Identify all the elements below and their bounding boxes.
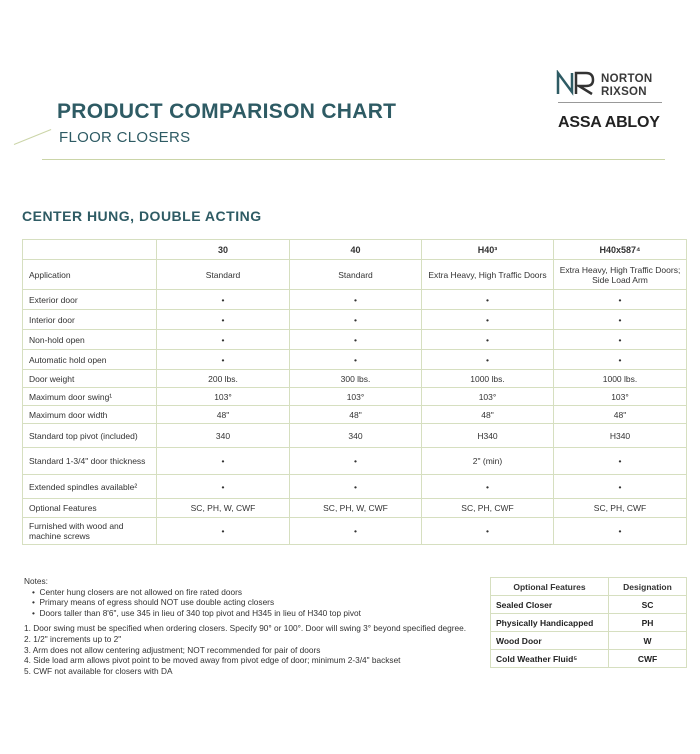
cell-value: 340 (290, 424, 422, 448)
table-row (23, 388, 687, 406)
cell-value: 2" (min) (422, 448, 554, 475)
row-label: Automatic hold open (23, 350, 157, 370)
cell-value: • (422, 310, 554, 330)
cell-value: • (290, 330, 422, 350)
cell-value: Extra Heavy, High Traffic Doors (422, 260, 554, 290)
cell-value: Standard (157, 260, 290, 290)
row-label: Furnished with wood and machine screws (23, 518, 157, 545)
cell-value: • (554, 330, 687, 350)
option-code: W (609, 632, 687, 650)
option-code: CWF (609, 650, 687, 668)
cell-value: • (157, 518, 290, 545)
notes-heading: Notes: (24, 576, 48, 586)
cell-value: SC, PH, W, CWF (290, 499, 422, 518)
column-header: 30 (157, 240, 290, 260)
optional-features-table (490, 577, 687, 668)
cell-value: 300 lbs. (290, 370, 422, 388)
assa-abloy-brand: ASSA ABLOY (558, 114, 660, 131)
row-label: Standard 1-3/4" door thickness (23, 448, 157, 475)
logo-wordmark (601, 73, 652, 99)
option-feature: Wood Door (491, 632, 609, 650)
options-header: Designation (609, 578, 687, 596)
notes-section (24, 576, 494, 676)
table-row (23, 518, 687, 545)
cell-value: • (422, 290, 554, 310)
note-bullet: • Doors taller than 8'6", use 345 in lieu of 340 top pivot and H345 in lieu of H340 top pivot (32, 607, 361, 618)
cell-value: • (157, 330, 290, 350)
cell-value: • (290, 310, 422, 330)
cell-value: 103° (157, 388, 290, 406)
row-label: Standard top pivot (included) (23, 424, 157, 448)
options-row (491, 650, 687, 668)
comparison-table (22, 239, 687, 545)
section-title: CENTER HUNG, DOUBLE ACTING (22, 208, 262, 224)
options-row (491, 596, 687, 614)
option-code: SC (609, 596, 687, 614)
note-numbered: 5. CWF not available for closers with DA (24, 665, 173, 676)
cell-value: 1000 lbs. (554, 370, 687, 388)
note-bullet: • Center hung closers are not allowed on fire rated doors (32, 586, 242, 597)
row-label: Application (23, 260, 157, 290)
column-header: 40 (290, 240, 422, 260)
cell-value: • (554, 475, 687, 499)
cell-value: SC, PH, CWF (422, 499, 554, 518)
page-subtitle: FLOOR CLOSERS (59, 129, 191, 146)
note-numbered: 3. Arm does not allow centering adjustment; NOT recommended for pair of doors (24, 644, 321, 655)
cell-value: H340 (554, 424, 687, 448)
cell-value: SC, PH, W, CWF (157, 499, 290, 518)
cell-value: • (422, 330, 554, 350)
logo-line-1: NORTON (601, 73, 653, 85)
cell-value: • (554, 350, 687, 370)
cell-value: 103° (554, 388, 687, 406)
table-row (23, 310, 687, 330)
option-feature: Sealed Closer (491, 596, 609, 614)
note-numbered: 2. 1/2" increments up to 2" (24, 633, 122, 644)
logo-line-2: RIXSON (601, 86, 647, 98)
cell-value: • (290, 290, 422, 310)
cell-value: 48" (290, 406, 422, 424)
cell-value: 200 lbs. (157, 370, 290, 388)
table-row (23, 475, 687, 499)
row-label: Extended spindles available² (23, 475, 157, 499)
table-row (23, 406, 687, 424)
cell-value: 1000 lbs. (422, 370, 554, 388)
note-numbered: 1. Door swing must be specified when ordering closers. Specify 90° or 100°. Door will swing 3° beyond specified degree. (24, 623, 467, 634)
table-row (23, 350, 687, 370)
column-header: H40³ (422, 240, 554, 260)
norton-rixson-logo (556, 70, 671, 135)
cell-value: 48" (422, 406, 554, 424)
cell-value: SC, PH, CWF (554, 499, 687, 518)
option-code: PH (609, 614, 687, 632)
nr-monogram-icon (556, 70, 596, 96)
cell-value: H340 (422, 424, 554, 448)
row-label: Maximum door swing¹ (23, 388, 157, 406)
cell-value: • (290, 448, 422, 475)
table-row (23, 370, 687, 388)
note-numbered: 4. Side load arm allows pivot point to be moved away from pivot edge of door; minimum 2-3/4" backset (24, 655, 401, 666)
table-row (23, 290, 687, 310)
cell-value: • (157, 290, 290, 310)
cell-value: • (157, 350, 290, 370)
header-accent-line (14, 129, 51, 145)
cell-value: Standard (290, 260, 422, 290)
cell-value: • (422, 475, 554, 499)
cell-value: 48" (157, 406, 290, 424)
table-row (23, 448, 687, 475)
row-label: Maximum door width (23, 406, 157, 424)
cell-value: • (554, 310, 687, 330)
table-row (23, 330, 687, 350)
row-label: Interior door (23, 310, 157, 330)
cell-value: • (554, 448, 687, 475)
cell-value: 340 (157, 424, 290, 448)
cell-value: • (157, 475, 290, 499)
cell-value: 48" (554, 406, 687, 424)
option-feature: Physically Handicapped (491, 614, 609, 632)
table-row (23, 260, 687, 290)
header-empty (23, 240, 157, 260)
options-header: Optional Features (491, 578, 609, 596)
row-label: Door weight (23, 370, 157, 388)
cell-value: • (157, 310, 290, 330)
cell-value: 103° (422, 388, 554, 406)
cell-value: • (290, 518, 422, 545)
header-divider (42, 159, 665, 160)
cell-value: • (422, 518, 554, 545)
cell-value: • (290, 475, 422, 499)
table-row (23, 424, 687, 448)
cell-value: • (554, 290, 687, 310)
cell-value: • (290, 350, 422, 370)
table-row (23, 499, 687, 518)
options-row (491, 614, 687, 632)
row-label: Exterior door (23, 290, 157, 310)
cell-value: • (422, 350, 554, 370)
column-header: H40x587⁴ (554, 240, 687, 260)
option-feature: Cold Weather Fluid⁵ (491, 650, 609, 668)
row-label: Non-hold open (23, 330, 157, 350)
table-header-row (23, 240, 687, 260)
cell-value: 103° (290, 388, 422, 406)
options-header-row (491, 578, 687, 596)
cell-value: • (554, 518, 687, 545)
logo-divider (558, 102, 662, 103)
row-label: Optional Features (23, 499, 157, 518)
options-row (491, 632, 687, 650)
cell-value: • (157, 448, 290, 475)
cell-value: Extra Heavy, High Traffic Doors; Side Load Arm (554, 260, 687, 290)
note-bullet: • Primary means of egress should NOT use double acting closers (32, 597, 275, 608)
page-title: PRODUCT COMPARISON CHART (57, 100, 397, 123)
